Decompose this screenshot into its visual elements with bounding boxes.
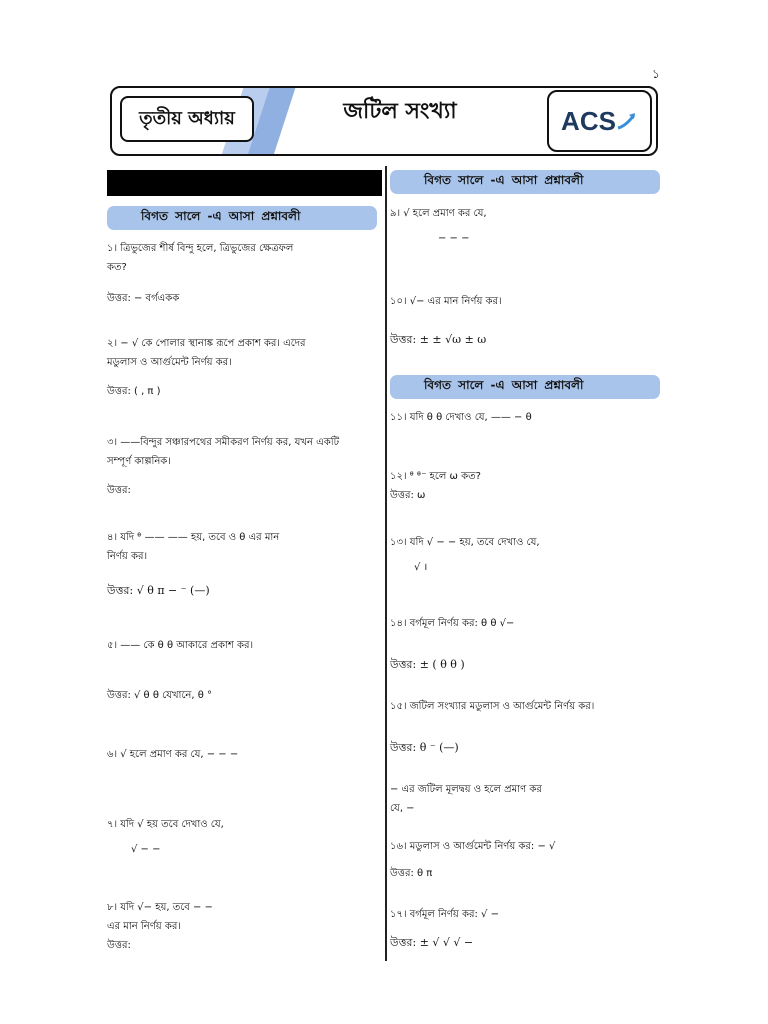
question-text: ৯। √ হলে প্রমাণ কর যে,: [390, 208, 487, 219]
answer-8: উত্তর:: [107, 940, 131, 951]
question-text: কত?: [107, 262, 127, 273]
answer-1: উত্তর: − বর্গএকক: [107, 293, 180, 304]
question-text: এর মান নির্ণয় কর।: [107, 921, 181, 932]
question-10: ১০। √− এর মান নির্ণয় কর।: [390, 296, 502, 307]
question-17: ১৭। বর্গমূল নির্ণয় কর: √ −: [390, 909, 499, 920]
question-8: [107, 898, 382, 955]
question-text: ১২। ᶿ ᶿ⁻ হলে ω কত?: [390, 471, 481, 482]
question-text: √ ।: [414, 562, 428, 573]
question-11: ১১। যদি θ θ দেখাও যে, —— − θ: [390, 412, 532, 423]
question-text: ৮। যদি √− হয়, তবে − −: [107, 902, 213, 913]
question-text: − এর জটিল মূলদ্বয় ও হলে প্রমাণ কর: [390, 784, 542, 795]
section-pill: বিগত সালে -এ আসা প্রশ্নাবলী: [390, 375, 660, 399]
question-2: [107, 334, 382, 372]
question-text: ২। − √ কে পোলার স্থানাঙ্ক রূপে প্রকাশ কর। এদের: [107, 338, 306, 349]
answer-2: উত্তর: ( , π ): [107, 386, 161, 397]
question-9: [390, 204, 665, 248]
question-text: √ − −: [131, 844, 161, 855]
answer-16: উত্তর: θ π: [390, 868, 433, 879]
answer-14: উত্তর: ± ( θ θ ): [390, 658, 465, 671]
answer-12: উত্তর: ω: [390, 490, 426, 501]
answer-10: উত্তর: ± ± √ω ± ω: [390, 333, 487, 346]
question-7: [107, 815, 382, 859]
question-14: ১৪। বর্গমূল নির্ণয় কর: θ θ √−: [390, 618, 515, 629]
question-13: [390, 533, 665, 577]
question-text: যে, −: [390, 803, 415, 814]
question-3: [107, 433, 382, 471]
logo-arrow-icon: [616, 110, 638, 132]
question-text: নির্ণয় কর।: [107, 551, 148, 562]
question-15: ১৫। জটিল সংখ্যার মডুলাস ও আর্গুমেন্ট নির্ণয় কর।: [390, 701, 595, 712]
question-text: ১। ত্রিভুজের শীর্ষ বিন্দু হলে, ত্রিভুজের ক্ষেত্রফল: [107, 243, 294, 254]
question-4: [107, 528, 382, 566]
question-15-b: [390, 780, 668, 818]
question-text: ৪। যদি ᶿ —— —— হয়, তবে ও θ এর মান: [107, 532, 280, 543]
section-pill: বিগত সালে -এ আসা প্রশ্নাবলী: [107, 206, 377, 230]
question-5: ৫। —— কে θ θ আকারে প্রকাশ কর।: [107, 640, 254, 651]
page-title: জটিল সংখ্যা: [343, 99, 457, 124]
question-text: − − −: [438, 233, 470, 244]
answer-17: উত্তর: ± √ √ √ −: [390, 936, 474, 949]
question-text: ৩। ——বিন্দুর সঞ্চারপথের সমীকরণ নির্ণয় কর, যখন একটি: [107, 437, 340, 448]
section-pill: বিগত সালে -এ আসা প্রশ্নাবলী: [390, 170, 660, 194]
question-16: ১৬। মডুলাস ও আর্গুমেন্ট নির্ণয় কর: − √: [390, 841, 556, 852]
answer-3: উত্তর:: [107, 485, 131, 496]
column-divider: [385, 166, 387, 961]
answer-5: উত্তর: √ θ θ যেখানে, θ °: [107, 690, 213, 701]
acs-logo: [547, 90, 652, 152]
section-bar: [107, 170, 382, 196]
answer-15: উত্তর: θ ⁻ (—): [390, 741, 459, 754]
page-number: ১: [652, 67, 660, 81]
question-12: [390, 467, 665, 505]
question-text: ৭। যদি √ হয় তবে দেখাও যে,: [107, 819, 224, 830]
question-text: ১৩। যদি √ − − হয়, তবে দেখাও যে,: [390, 537, 540, 548]
logo-text: ACS: [561, 105, 616, 136]
question-text: সম্পূর্ণ কাল্পনিক।: [107, 456, 171, 467]
question-text: মডুলাস ও আর্গুমেন্ট নির্ণয় কর।: [107, 357, 232, 368]
question-1: [107, 239, 382, 277]
answer-4: উত্তর: √ θ π − ⁻ (—): [107, 584, 210, 597]
chapter-label: তৃতীয় অধ্যায়: [120, 96, 254, 142]
question-6: ৬। √ হলে প্রমাণ কর যে, − − −: [107, 749, 239, 760]
